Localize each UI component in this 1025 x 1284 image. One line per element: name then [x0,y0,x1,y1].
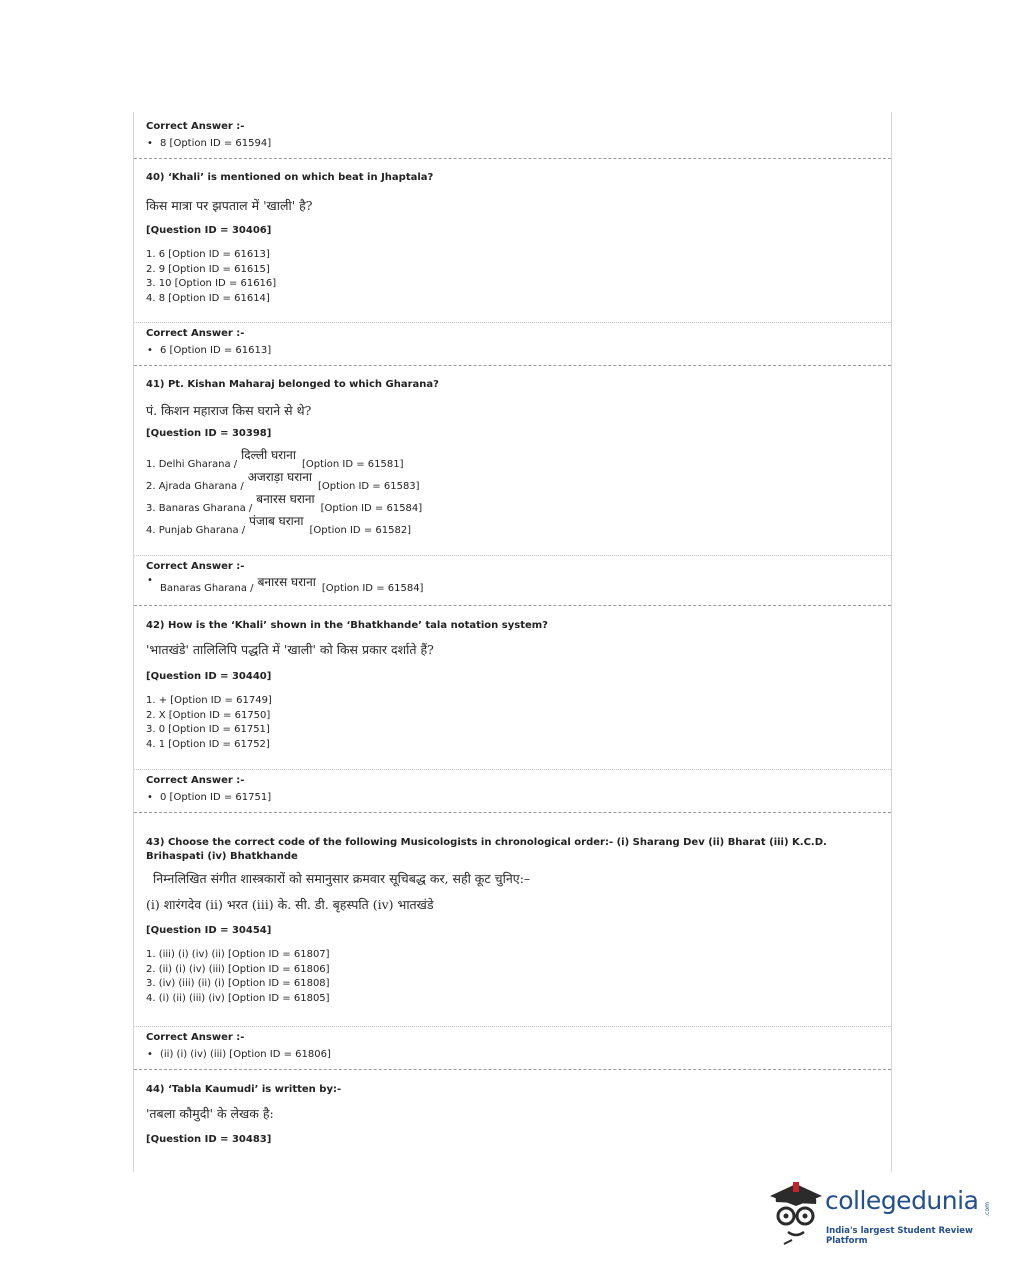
option-list [146,948,873,1006]
option-2: 2. X [Option ID = 61750] [146,709,271,721]
option-1: 1. + [Option ID = 61749] [146,695,272,706]
question-divider [134,1069,891,1070]
question-id: [Question ID = 30454] [146,925,272,936]
question-text: 41) Pt. Kishan Maharaj belonged to which Gharana? [146,379,439,390]
option-2: 2. 9 [Option ID = 61615] [146,263,270,275]
option-hindi: बनारस घराना [256,492,315,506]
q43-block [134,836,891,1006]
question-text: 43) Choose the correct code of the following Musicologists in chronological order:- (i) Sharang Dev (ii) Bharat (iii) K.C.D. Brihaspati (iv) Bhatkhande [146,837,827,862]
logo-wordmark: collegedunia [825,1186,979,1215]
answer-english: • Banaras Gharana / [160,583,254,594]
answer-value: • 8 [Option ID = 61594] [146,137,891,151]
mascot-icon [766,1178,826,1250]
question-divider [134,158,891,159]
option-hindi: पंजाब घराना [249,514,304,528]
answer-separator [134,769,891,770]
q41-answer-block [134,560,891,596]
answer-id: [Option ID = 61584] [321,583,424,594]
option-2 [146,470,891,492]
question-hindi-line-1: निम्नलिखित संगीत शास्त्रकारों को समानुसार क्रमवार सूचिबद्ध कर, सही कूट चुनिए:– [153,871,531,886]
option-id: [Option ID = 61581] [301,459,404,470]
option-4: 4. 1 [Option ID = 61752] [146,738,270,750]
option-id: [Option ID = 61583] [318,481,420,492]
option-3: 3. (iv) (iii) (ii) (i) [Option ID = 61808] [146,978,330,990]
option-1 [146,448,891,470]
question-hindi: 'तबला कौमुदी' के लेखक है: [146,1106,274,1121]
question-divider [134,605,891,606]
answer-value: • 6 [Option ID = 61613] [146,344,891,358]
option-list [146,694,891,752]
logo-tagline: India's largest Student Review Platform [826,1226,973,1246]
question-hindi: 'भातखंडे' तालिलिपि पद्धति में 'खाली' को किस प्रकार दर्शाते हैं? [146,642,434,657]
option-4: 4. (i) (ii) (iii) (iv) [Option ID = 61805] [146,992,330,1004]
q42-answer-block [134,774,891,805]
option-id: [Option ID = 61584] [320,503,423,514]
question-text: 40) ‘Khali’ is mentioned on which beat in Jhaptala? [146,172,434,183]
question-hindi: किस मात्रा पर झपताल में 'खाली' है? [146,198,313,213]
answer-hindi: बनारस घराना [257,575,316,589]
option-2: 2. (ii) (i) (iv) (iii) [Option ID = 61806] [146,963,330,975]
question-id: [Question ID = 30406] [146,225,272,236]
question-text: 42) How is the ‘Khali’ shown in the ‘Bhatkhande’ tala notation system? [146,620,548,631]
option-1: 1. 6 [Option ID = 61613] [146,249,270,260]
q40-answer-block [134,327,891,358]
option-4 [146,514,891,536]
question-hindi: पं. किशन महाराज किस घराने से थे? [146,403,312,418]
answer-separator [134,1026,891,1027]
option-english: 3. Banaras Gharana / [146,503,253,514]
option-id: [Option ID = 61582] [309,525,412,536]
option-hindi: दिल्ली घराना [241,448,296,462]
answer-value: • (ii) (i) (iv) (iii) [Option ID = 61806] [146,1048,891,1062]
option-list [146,448,891,536]
question-id: [Question ID = 30440] [146,671,272,682]
answer-label: Correct Answer :- [146,121,245,132]
option-list [146,248,891,306]
q39-answer-block [134,120,891,151]
q41-block [134,378,891,536]
q44-block [134,1083,891,1147]
question-divider [134,365,891,366]
option-english: 4. Punjab Gharana / [146,525,246,536]
question-paper-frame [133,112,892,1172]
question-divider [134,812,891,813]
logo-suffix: .com [984,1202,991,1217]
option-hindi: अजराड़ा घराना [247,470,313,484]
answer-label: Correct Answer :- [146,775,245,786]
option-3: 3. 10 [Option ID = 61616] [146,278,277,290]
q42-block [134,619,891,752]
option-english: 2. Ajrada Gharana / [146,481,244,492]
option-4: 4. 8 [Option ID = 61614] [146,292,270,304]
answer-label: Correct Answer :- [146,1032,245,1043]
answer-label: Correct Answer :- [146,561,245,572]
answer-label: Correct Answer :- [146,328,245,339]
option-3: 3. 0 [Option ID = 61751] [146,724,270,736]
q40-block [134,171,891,306]
option-english: 1. Delhi Gharana / [146,459,238,470]
question-text: 44) ‘Tabla Kaumudi’ is written by:- [146,1084,342,1095]
question-hindi-line-2: (i) शारंगदेव (ii) भरत (iii) के. सी. डी. बृहस्पति (iv) भातखंडे [146,897,434,912]
answer-value [146,574,891,596]
question-id: [Question ID = 30398] [146,428,272,439]
option-1: 1. (iii) (i) (iv) (ii) [Option ID = 61807] [146,949,330,960]
collegedunia-logo[interactable] [766,1178,996,1250]
answer-separator [134,322,891,323]
q43-answer-block [134,1031,891,1062]
answer-separator [134,555,891,556]
answer-value: • 0 [Option ID = 61751] [146,791,891,805]
question-id: [Question ID = 30483] [146,1134,272,1145]
option-3 [146,492,891,514]
